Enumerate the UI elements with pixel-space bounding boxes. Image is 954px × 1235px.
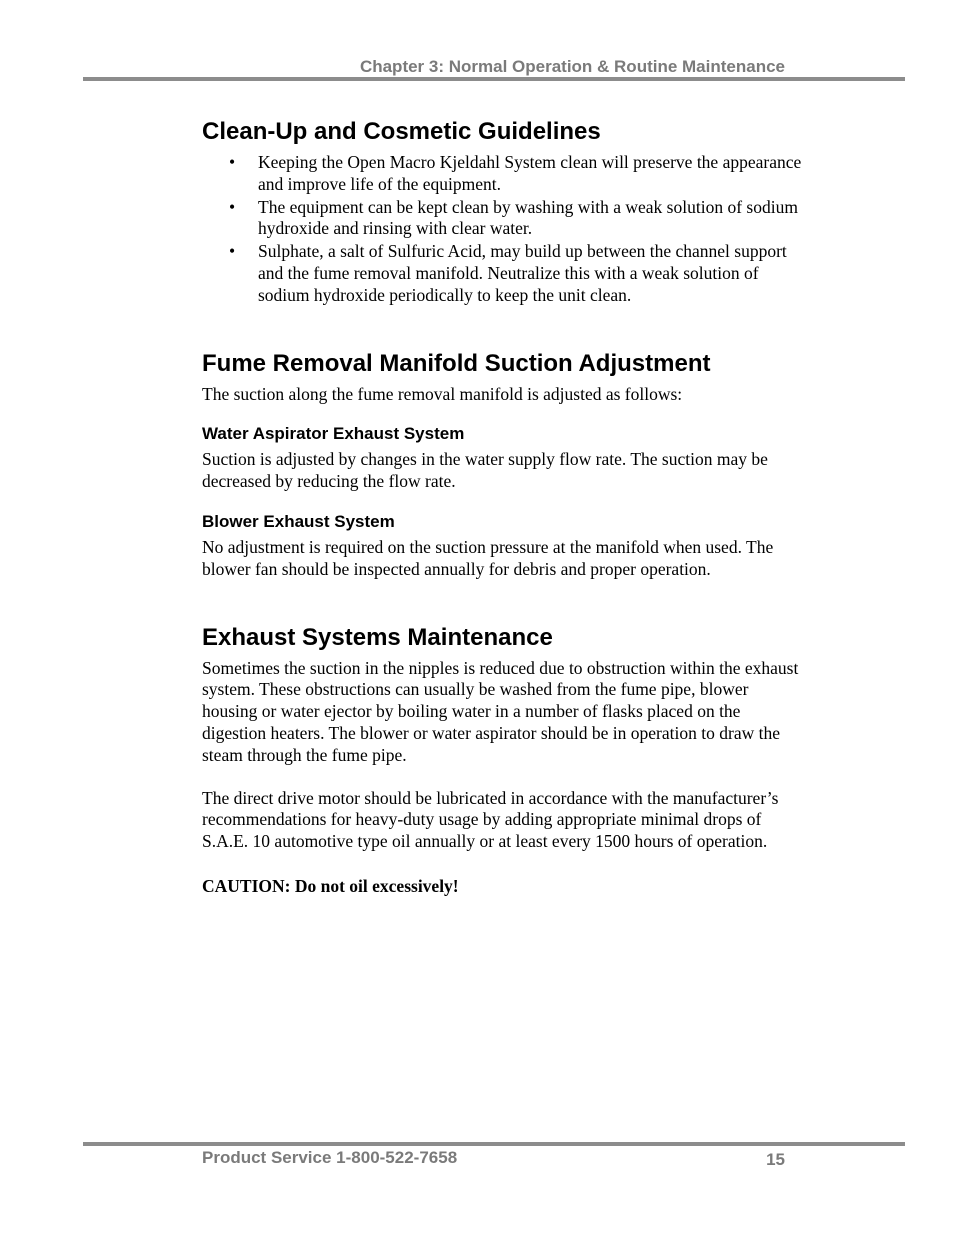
bullet-icon: • bbox=[229, 196, 236, 217]
page-header-chapter: Chapter 3: Normal Operation & Routine Maintenance bbox=[359, 57, 785, 76]
list-item bbox=[202, 197, 802, 241]
section-title-cleanup: Clean-Up and Cosmetic Guidelines bbox=[202, 118, 601, 145]
list-item bbox=[202, 241, 802, 306]
header-rule bbox=[83, 77, 905, 81]
fume-intro: The suction along the fume removal manifold is adjusted as follows: bbox=[202, 383, 683, 404]
list-item-text: Keeping the Open Macro Kjeldahl System clean will preserve the appearance and improve life of the equipment. bbox=[258, 152, 802, 194]
footer-service-phone: Product Service 1-800-522-7658 bbox=[202, 1148, 458, 1167]
page-content bbox=[202, 116, 802, 898]
exhaust-paragraph-2: The direct drive motor should be lubricated in accordance with the manufacturer’s recommendations for heavy-duty usage by adding appropriate minimal drops of S.A.E. 10 automotive type oil annually or at least every 1500 hours of operation. bbox=[202, 787, 779, 852]
subsection-title-water: Water Aspirator Exhaust System bbox=[202, 424, 465, 444]
subsection-title-blower: Blower Exhaust System bbox=[202, 511, 395, 531]
caution-note: CAUTION: Do not oil excessively! bbox=[202, 875, 459, 896]
water-paragraph: Suction is adjusted by changes in the water supply flow rate. The suction may be decreased by reducing the flow rate. bbox=[202, 449, 768, 492]
list-item bbox=[202, 152, 802, 196]
blower-paragraph: No adjustment is required on the suction pressure at the manifold when used. The blower fan should be inspected annually for debris and proper operation. bbox=[202, 536, 774, 579]
cleanup-bullet-list bbox=[202, 152, 802, 307]
list-item-text: The equipment can be kept clean by washing with a weak solution of sodium hydroxide and rinsing with clear water. bbox=[258, 196, 798, 239]
bullet-icon: • bbox=[229, 152, 236, 172]
footer-rule bbox=[83, 1142, 905, 1146]
exhaust-paragraph-1: Sometimes the suction in the nipples is reduced due to obstruction within the exhaust system. These obstructions can usually be washed from the fume pipe, blower housing or water ejector by boiling water in a number of flasks placed on the digestion heaters. The blower or water aspirator should be in operation to draw the steam through the fume pipe. bbox=[202, 657, 799, 765]
page-number: 15 bbox=[766, 1150, 785, 1169]
bullet-icon: • bbox=[229, 241, 236, 262]
section-title-fume: Fume Removal Manifold Suction Adjustment bbox=[202, 349, 711, 377]
list-item-text: Sulphate, a salt of Sulfuric Acid, may build up between the channel support and the fume removal manifold. Neutralize this with a weak solution of sodium hydroxide periodically to keep the unit clean. bbox=[258, 241, 787, 305]
section-title-exhaust: Exhaust Systems Maintenance bbox=[202, 623, 553, 651]
